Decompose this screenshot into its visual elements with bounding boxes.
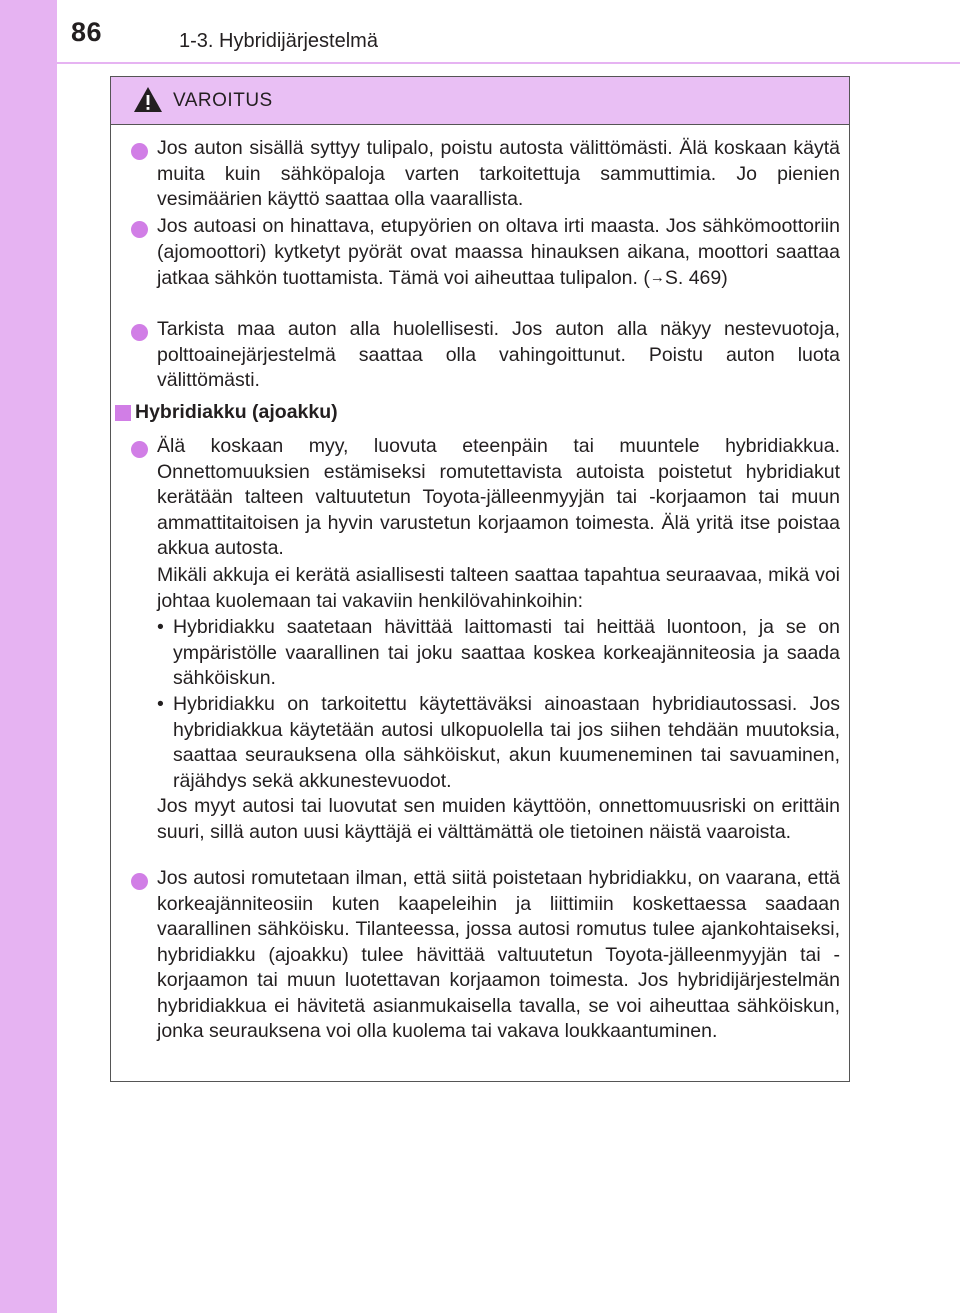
warning-box [110, 76, 850, 1082]
sub-bullet-item: Hybridiakku saatetaan hävittää laittomasti tai heittää luontoon, ja se on ympäristölle vaarallinen tai joku saattaa koskea korkeajänniteosia ja saada sähköiskun. [173, 616, 840, 689]
bullet-dot-icon [131, 873, 148, 890]
bullet-fire: Jos auton sisällä syttyy tulipalo, poistu autosta välittömästi. Älä koskaan käytä muita kuin sähköpaloja varten tarkoitettuja sammuttimia. Jo pienien vesimäärien käyttö saattaa olla vaarallista. [157, 137, 840, 210]
sub-bullet-mark: • [157, 693, 164, 715]
bullet-scrapping: Jos autosi romutetaan ilman, että siitä poistetaan hybridiakku, on vaarana, että korkeajänniteosiin kuten kaapeleihin ja liittimiin koskettaessa saadaan vaarallinen sähköisku. Tilanteessa, jossa autosi romutus tulee ajankohtaiseksi, hybridiakku (ajoakku) tulee hävittää valtuutetun Toyota-jälleenmyyjän tai -korjaamon tai muun luotettavan korjaamon toimesta. Jos hybridijärjestelmän hybridiakkua ei hävitetä asianmukaisella tavalla, se voi aiheuttaa sähköiskun, jonka seurauksena voi olla kuolema tai vakava loukkaantuminen. [157, 867, 840, 1042]
side-tab-strip [0, 0, 57, 1313]
bullet-dot-icon [131, 441, 148, 458]
page-ref-link[interactable]: S. 469) [664, 267, 728, 289]
bullet-dot-icon [131, 143, 148, 160]
warning-label: VAROITUS [173, 90, 273, 111]
bullet-towing [157, 214, 840, 292]
page-number: 86 [71, 17, 103, 47]
battery-consequence-para: Mikäli akkuja ei kerätä asiallisesti talteen saattaa tapahtua seuraavaa, mikä voi johtaa kuolemaan tai vakaviin henkilövahinkoihin: [157, 564, 840, 612]
sell-car-para: Jos myyt autosi tai luovutat sen muiden käyttöön, onnettomuusriski on erittäin suuri, sillä auton uusi käyttäjä ei välttämättä ole tietoinen näistä vaaroista. [157, 795, 840, 843]
sub-bullet-mark: • [157, 616, 164, 638]
warning-triangle-icon [133, 86, 163, 113]
bullet-dot-icon [131, 221, 148, 238]
bullet-leaks: Tarkista maa auton alla huolellisesti. Jos auton alla näkyy nestevuotoja, polttoainejärjestelmä saattaa olla vahingoittunut. Poistu auton luota välittömästi. [157, 318, 840, 391]
sub-bullet-item: Hybridiakku on tarkoitettu käytettäväksi ainoastaan hybridiautossasi. Jos hybridiakkua käytetään autosi ulkopuolella tai jos siihen tehdään muutoksia, saattaa seurauksena olla sähköiskut, akun kuumeneminen tai savuaminen, räjähdys sekä akkunestevuodot. [173, 693, 840, 792]
header-rule [57, 62, 960, 64]
bullet-battery-sell: Älä koskaan myy, luovuta eteenpäin tai muuntele hybridiakkua. Onnettomuuksien estämiseksi romutettavista autoista poistetut hybridiakut kerätään talteen valtuutetun Toyota-jälleenmyyjän tai -korjaamon tai muun ammattitaitoisen ja hyvin varustetun korjaamon toimesta. Älä yritä itse poistaa akkua autosta. [157, 435, 840, 559]
section-title: 1-3. Hybridijärjestelmä [179, 30, 378, 52]
square-bullet-icon [115, 405, 131, 421]
page-ref-open: ( [643, 267, 650, 289]
subheading-battery: Hybridiakku (ajoakku) [135, 401, 338, 423]
arrow-icon: → [649, 269, 665, 286]
warning-header [111, 77, 849, 125]
bullet-towing-text: Jos autoasi on hinattava, etupyörien on oltava irti maasta. Jos sähkömoottoriin (ajomoottori) kytketyt pyörät ovat maassa hinauksen aikana, moottori saattaa jatkaa sähkön tuottamista. Tämä voi aiheuttaa tulipalon. [157, 215, 840, 289]
bullet-dot-icon [131, 324, 148, 341]
